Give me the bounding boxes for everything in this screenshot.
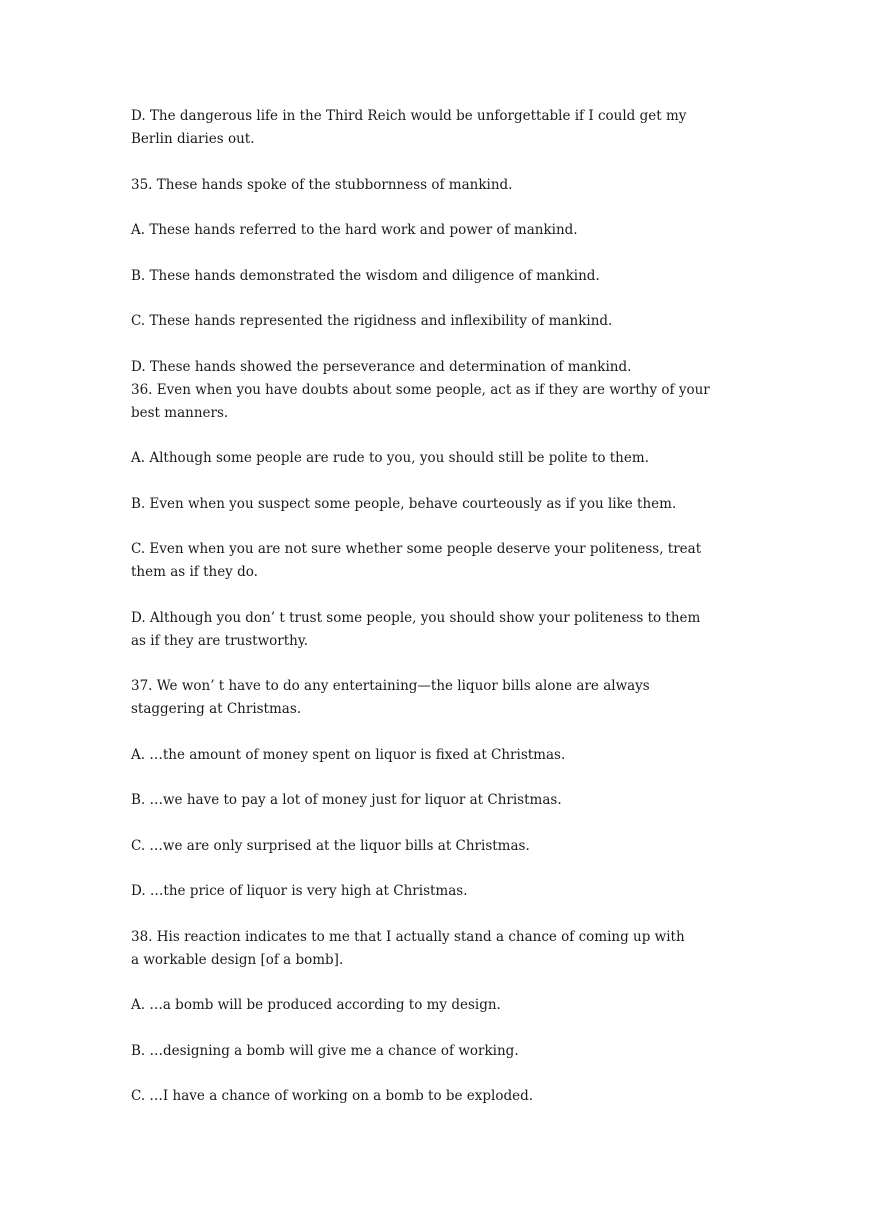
question-38 [131,926,741,972]
text-line: staggering at Christmas. [131,701,302,717]
document-page [131,105,741,1108]
text-line: 36. Even when you have doubts about some people, act as if they are worthy of your [131,381,710,398]
text-line: C. …we are only surprised at the liquor bills at Christmas. [131,837,530,854]
question-37 [131,675,741,721]
text-line: D. …the price of liquor is very high at Christmas. [131,883,468,899]
option-c-q36 [131,538,741,584]
text-line: A. These hands referred to the hard work and power of mankind. [131,222,578,238]
text-line: D. Although you don’ t trust some people, you should show your politeness to them [131,609,701,626]
text-line: C. These hands represented the rigidness and inflexibility of mankind. [131,313,613,329]
option-d-q35 [131,356,741,379]
text-line: B. …we have to pay a lot of money just for liquor at Christmas. [131,792,562,808]
text-line: them as if they do. [131,564,258,580]
text-line: A. …the amount of money spent on liquor is fixed at Christmas. [131,746,566,763]
option-b-q38 [131,1040,741,1063]
option-d-q37 [131,880,741,903]
text-line: A. …a bomb will be produced according to my design. [131,997,501,1013]
text-line: 38. His reaction indicates to me that I actually stand a chance of coming up with [131,928,685,945]
text-line: B. These hands demonstrated the wisdom and diligence of mankind. [131,267,600,284]
option-d-q34 [131,105,741,151]
text-line: Berlin diaries out. [131,131,255,147]
option-c-q35 [131,310,741,333]
option-b-q37 [131,789,741,812]
text-line: C. Even when you are not sure whether some people deserve your politeness, treat [131,541,702,557]
question-36 [131,379,741,425]
text-line: A. Although some people are rude to you, you should still be polite to them. [131,450,649,466]
option-b-q35 [131,265,741,288]
option-a-q37 [131,744,741,767]
text-line: 35. These hands spoke of the stubbornness of mankind. [131,176,513,193]
text-line: C. …I have a chance of working on a bomb to be exploded. [131,1088,534,1104]
text-line: as if they are trustworthy. [131,632,308,649]
text-line: B. Even when you suspect some people, behave courteously as if you like them. [131,495,677,512]
option-c-q38 [131,1085,741,1108]
text-line: a workable design [of a bomb]. [131,951,344,968]
option-b-q36 [131,493,741,516]
option-c-q37 [131,835,741,858]
question-35 [131,174,741,197]
text-line: B. …designing a bomb will give me a chance of working. [131,1042,519,1059]
option-a-q38 [131,994,741,1017]
text-line: best manners. [131,404,229,421]
option-a-q36 [131,447,741,470]
text-line: D. These hands showed the perseverance and determination of mankind. [131,358,632,375]
text-line: 37. We won’ t have to do any entertaining—the liquor bills alone are always [131,678,650,694]
text-line: D. The dangerous life in the Third Reich would be unforgettable if I could get my [131,108,687,124]
option-d-q36 [131,607,741,653]
option-a-q35 [131,219,741,242]
